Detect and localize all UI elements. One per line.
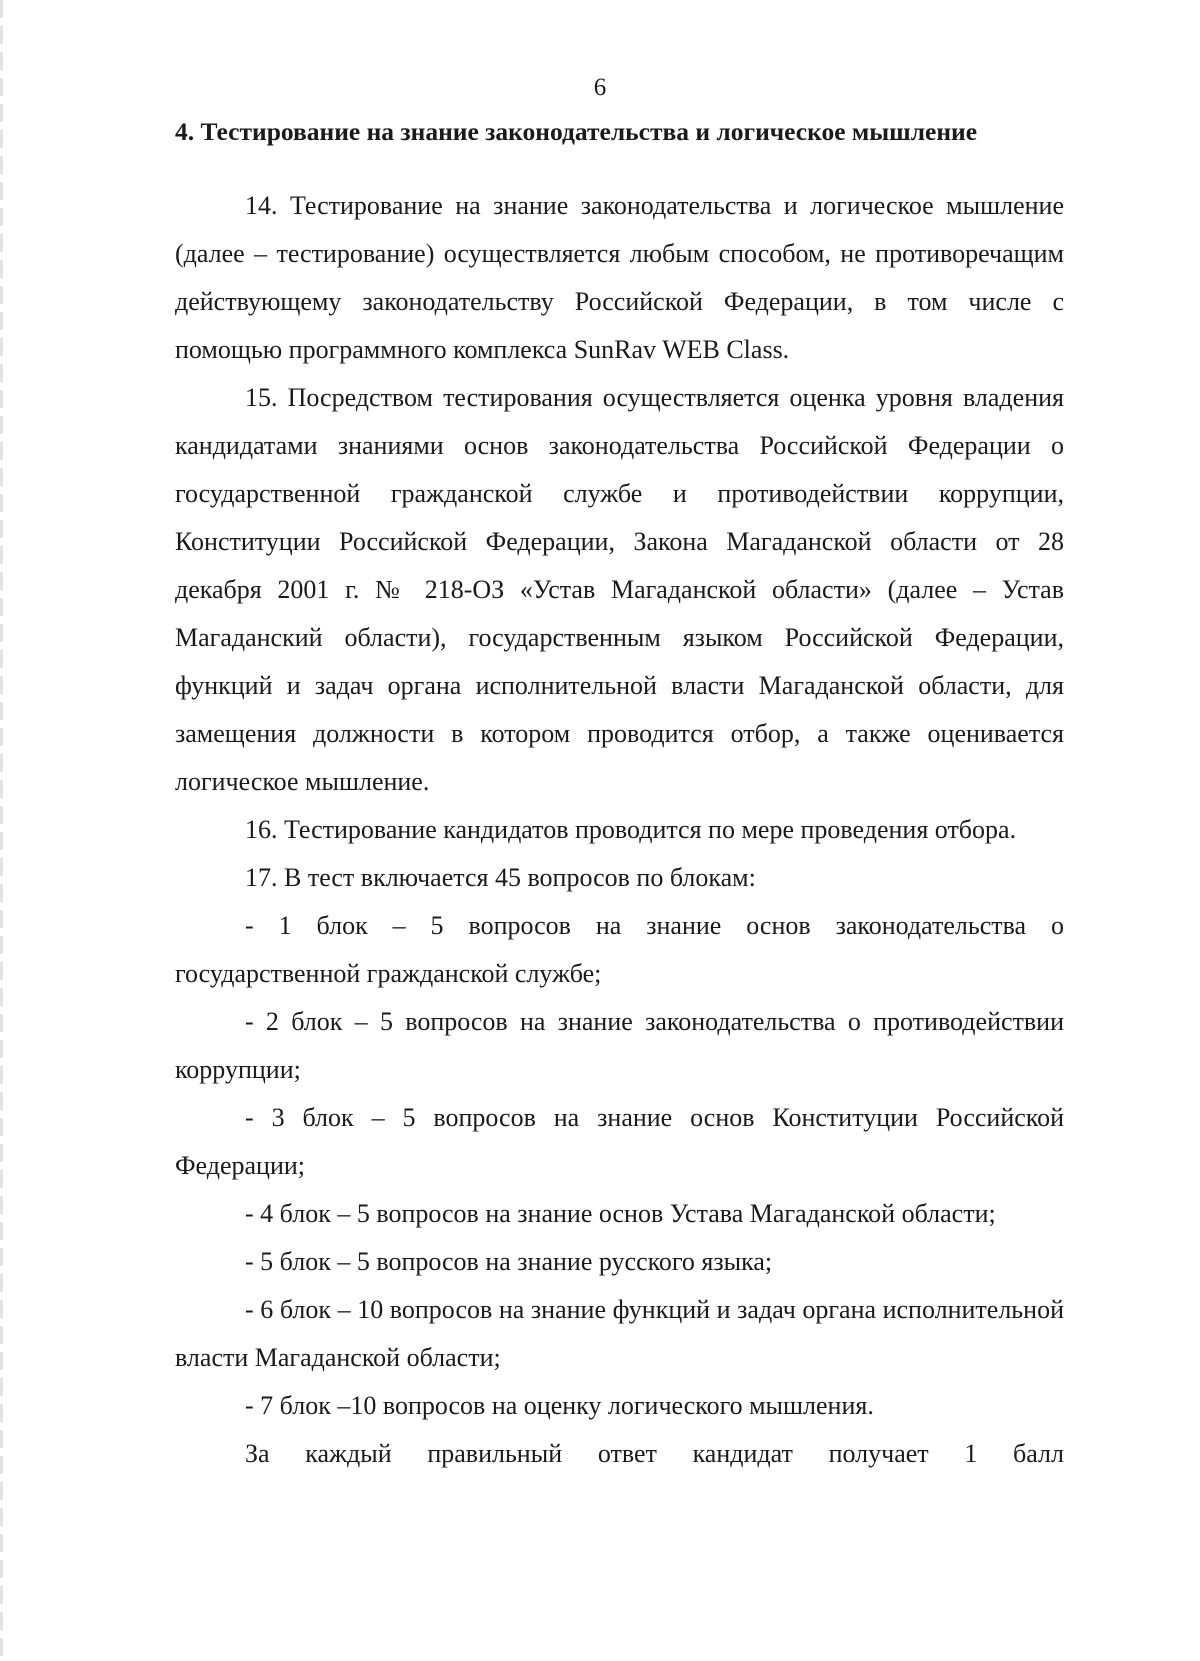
paragraph-14: 14. Тестирование на знание законодательства и логическое мышление (далее – тестирование) осуществляется любым способом, не противоречащим действующему законодательству Российской Федерации, в том числе с помощью программного комплекса SunRav WEB Class.	[175, 191, 1064, 364]
list-item-block-7: - 7 блок –10 вопросов на оценку логического мышления.	[245, 1391, 874, 1420]
paragraph-15: 15. Посредством тестирования осуществляется оценка уровня владения кандидатами знаниями основ законодательства Российской Федерации о государственной гражданской службе и противодействии коррупции, Конституции Российской Федерации, Закона Магаданской области от 28 декабря 2001 г. № 218-ОЗ «Устав Магаданской области» (далее – Устав Магаданский области), государственным языком Российской Федерации, функций и задач органа исполнительной власти Магаданской области, для замещения должности в котором проводится отбор, а также оценивается логическое мышление.	[175, 383, 1064, 796]
paragraph-17: 17. В тест включается 45 вопросов по блокам:	[245, 863, 756, 892]
list-item-block-5: - 5 блок – 5 вопросов на знание русского языка;	[245, 1247, 773, 1276]
scan-edge-artifact	[0, 0, 3, 1661]
paragraph-16: 16. Тестирование кандидатов проводится по мере проведения отбора.	[245, 815, 1017, 844]
list-item-block-1: - 1 блок – 5 вопросов на знание основ законодательства о государственной гражданской службе;	[175, 911, 1064, 988]
list-item-block-3: - 3 блок – 5 вопросов на знание основ Конституции Российской Федерации;	[175, 1103, 1064, 1180]
list-item-block-2: - 2 блок – 5 вопросов на знание законодательства о противодействии коррупции;	[175, 1007, 1064, 1084]
paragraph-scoring: За каждый правильный ответ кандидат получает 1 балл	[245, 1439, 1064, 1468]
section-heading: 4. Тестирование на знание законодательства и логическое мышление	[175, 117, 978, 146]
page-number: 6	[593, 74, 607, 101]
document-body	[175, 182, 1064, 1478]
list-item-block-4: - 4 блок – 5 вопросов на знание основ Устава Магаданской области;	[245, 1199, 996, 1228]
list-item-block-6: - 6 блок – 10 вопросов на знание функций и задач органа исполнительной власти Магаданской области;	[175, 1295, 1064, 1372]
